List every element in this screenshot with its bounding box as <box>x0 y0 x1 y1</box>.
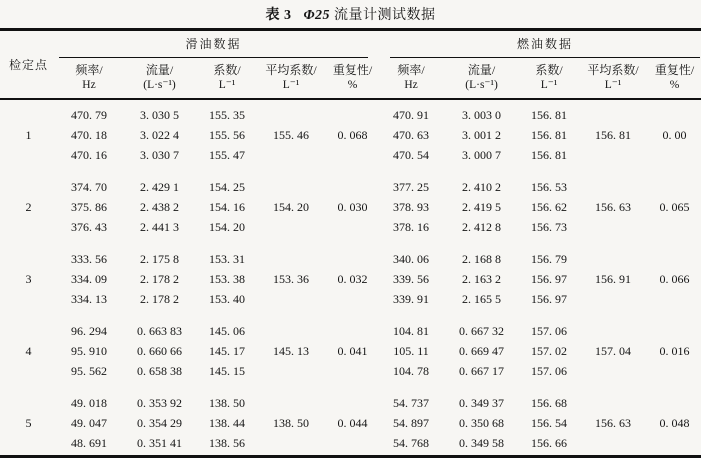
cell-checkpoint <box>0 164 57 196</box>
cell-oil-avg: 145. 13 <box>273 344 309 358</box>
table-row <box>0 412 701 432</box>
cell-oil-freq: 49. 047 <box>71 416 107 430</box>
table-row <box>0 164 701 196</box>
cell-oil-flow: 2. 178 2 <box>140 292 179 306</box>
cell-fuel-coef: 156. 81 <box>531 128 568 142</box>
cell-fuel-freq: 378. 16 <box>393 220 430 234</box>
table-row <box>0 432 701 457</box>
cell-oil-flow: 3. 030 7 <box>140 148 179 162</box>
cell-fuel-avg <box>578 380 648 412</box>
cell-fuel-avg <box>578 236 648 268</box>
cell-oil-coef: 153. 40 <box>209 292 245 306</box>
cell-fuel-rep <box>648 236 701 268</box>
column-header-line2: Hz <box>404 79 418 91</box>
cell-oil-rep <box>326 164 379 196</box>
cell-oil-flow: 0. 354 29 <box>137 416 182 430</box>
table-caption <box>0 5 701 27</box>
cell-oil-avg <box>256 288 326 308</box>
column-header-line1: 频率/ <box>75 63 103 77</box>
group-header-fuel-label: 燃油数据 <box>390 35 700 58</box>
cell-fuel-rep <box>648 360 701 380</box>
cell-checkpoint: 3 <box>25 272 32 286</box>
cell-fuel-avg <box>578 308 648 340</box>
table-row <box>0 124 701 144</box>
cell-fuel-rep <box>648 144 701 164</box>
cell-fuel-flow: 2. 419 5 <box>462 200 502 214</box>
table-number: 表 3 <box>265 8 292 23</box>
cell-oil-freq: 375. 86 <box>71 200 107 214</box>
cell-oil-freq: 470. 79 <box>71 108 107 122</box>
cell-oil-freq: 48. 691 <box>71 436 107 450</box>
cell-oil-freq: 333. 56 <box>71 252 107 266</box>
cell-fuel-freq: 54. 737 <box>393 396 430 410</box>
cell-oil-rep: 0. 041 <box>337 344 368 358</box>
cell-oil-avg: 154. 20 <box>273 200 309 214</box>
cell-oil-flow: 2. 441 3 <box>140 220 179 234</box>
cell-fuel-rep: 0. 016 <box>659 344 690 358</box>
cell-oil-coef: 154. 25 <box>209 180 245 194</box>
cell-oil-freq: 374. 70 <box>71 180 107 194</box>
column-header-fuel-flow <box>443 58 520 99</box>
cell-oil-freq: 95. 562 <box>71 364 107 378</box>
cell-fuel-coef: 157. 06 <box>531 324 568 338</box>
cell-fuel-freq: 470. 54 <box>393 148 430 162</box>
checkpoint-column-header: 检定点 <box>0 30 57 100</box>
column-header-line2: L⁻¹ <box>540 79 558 91</box>
cell-fuel-coef: 156. 62 <box>531 200 568 214</box>
cell-fuel-rep: 0. 066 <box>659 272 690 286</box>
column-header-line1: 重复性/ <box>654 63 695 77</box>
cell-fuel-coef: 156. 81 <box>531 108 568 122</box>
table-row <box>0 144 701 164</box>
column-header-line1: 系数/ <box>535 63 563 77</box>
cell-fuel-freq: 104. 81 <box>393 324 430 338</box>
cell-fuel-flow: 0. 669 47 <box>459 344 505 358</box>
cell-checkpoint: 2 <box>25 200 32 214</box>
cell-oil-rep: 0. 068 <box>337 128 368 142</box>
cell-oil-avg <box>256 99 326 124</box>
cell-fuel-avg <box>578 360 648 380</box>
cell-fuel-avg <box>578 432 648 457</box>
cell-fuel-rep <box>648 308 701 340</box>
cell-fuel-freq: 340. 06 <box>393 252 430 266</box>
cell-fuel-rep <box>648 380 701 412</box>
column-header-line1: 流量/ <box>145 63 174 77</box>
column-header-oil-repeatability <box>326 58 379 99</box>
table-row <box>0 216 701 236</box>
cell-fuel-rep <box>648 164 701 196</box>
cell-oil-rep <box>326 216 379 236</box>
cell-oil-flow: 0. 351 41 <box>137 436 182 450</box>
column-header-line2: L⁻¹ <box>218 79 236 91</box>
cell-fuel-avg: 156. 63 <box>595 200 632 214</box>
cell-fuel-freq: 339. 91 <box>393 292 430 306</box>
cell-fuel-rep <box>648 99 701 124</box>
group-header-oil-label: 滑油数据 <box>59 35 368 58</box>
cell-fuel-freq: 377. 25 <box>393 180 430 194</box>
cell-fuel-rep: 0. 048 <box>659 416 690 430</box>
cell-fuel-avg <box>578 216 648 236</box>
cell-fuel-coef: 156. 53 <box>531 180 568 194</box>
cell-oil-freq: 334. 13 <box>71 292 107 306</box>
data-table <box>0 28 701 458</box>
cell-checkpoint <box>0 380 57 412</box>
cell-fuel-freq: 470. 63 <box>393 128 430 142</box>
cell-fuel-rep <box>648 432 701 457</box>
column-header-line1: 流量/ <box>467 63 496 77</box>
cell-oil-rep <box>326 360 379 380</box>
cell-fuel-coef: 156. 68 <box>531 396 568 410</box>
cell-oil-flow: 2. 175 8 <box>140 252 179 266</box>
cell-fuel-flow: 3. 000 7 <box>462 148 502 162</box>
cell-oil-rep <box>326 236 379 268</box>
cell-fuel-avg: 157. 04 <box>595 344 632 358</box>
cell-checkpoint <box>0 99 57 124</box>
cell-fuel-freq: 104. 78 <box>393 364 430 378</box>
cell-oil-avg: 153. 36 <box>273 272 309 286</box>
cell-oil-rep <box>326 288 379 308</box>
cell-checkpoint <box>0 288 57 308</box>
cell-fuel-avg <box>578 144 648 164</box>
cell-oil-rep <box>326 432 379 457</box>
table-row <box>0 196 701 216</box>
cell-fuel-coef: 156. 81 <box>531 148 568 162</box>
cell-fuel-flow: 3. 001 2 <box>462 128 502 142</box>
group-header-oil <box>57 30 379 59</box>
cell-oil-flow: 3. 030 5 <box>140 108 179 122</box>
cell-checkpoint: 4 <box>25 344 32 358</box>
cell-oil-rep <box>326 308 379 340</box>
cell-checkpoint <box>0 360 57 380</box>
cell-oil-avg <box>256 432 326 457</box>
cell-oil-coef: 145. 06 <box>209 324 245 338</box>
column-header-oil-coefficient <box>198 58 256 99</box>
cell-checkpoint: 1 <box>25 128 32 142</box>
cell-fuel-coef: 157. 02 <box>531 344 568 358</box>
column-header-fuel-coefficient <box>520 58 578 99</box>
cell-oil-rep: 0. 032 <box>337 272 368 286</box>
column-header-line2: % <box>347 79 358 91</box>
table-row <box>0 360 701 380</box>
cell-fuel-rep: 0. 00 <box>662 128 687 142</box>
column-header-fuel-repeatability <box>648 58 701 99</box>
table-row <box>0 99 701 124</box>
column-header-line2: % <box>669 79 680 91</box>
cell-fuel-freq: 378. 93 <box>393 200 430 214</box>
cell-oil-coef: 138. 56 <box>209 436 245 450</box>
cell-oil-freq: 49. 018 <box>71 396 107 410</box>
table-row <box>0 268 701 288</box>
cell-oil-coef: 154. 20 <box>209 220 245 234</box>
cell-oil-flow: 0. 353 92 <box>137 396 182 410</box>
cell-fuel-coef: 156. 97 <box>531 292 568 306</box>
cell-fuel-flow: 2. 168 8 <box>462 252 502 266</box>
cell-checkpoint <box>0 308 57 340</box>
cell-checkpoint <box>0 236 57 268</box>
column-header-fuel-frequency <box>379 58 443 99</box>
column-header-line2: (L·s⁻¹) <box>465 79 498 91</box>
group-header-row <box>0 30 701 59</box>
cell-oil-flow: 0. 663 83 <box>137 324 182 338</box>
cell-oil-freq: 334. 09 <box>71 272 107 286</box>
table-header <box>0 30 701 100</box>
cell-oil-flow: 2. 429 1 <box>140 180 179 194</box>
cell-oil-avg: 138. 50 <box>273 416 309 430</box>
cell-fuel-avg <box>578 288 648 308</box>
cell-fuel-avg <box>578 99 648 124</box>
cell-fuel-rep <box>648 216 701 236</box>
cell-fuel-flow: 0. 667 32 <box>459 324 505 338</box>
cell-fuel-flow: 0. 349 37 <box>459 396 505 410</box>
group-header-fuel <box>379 30 701 59</box>
cell-oil-avg <box>256 216 326 236</box>
cell-fuel-avg: 156. 91 <box>595 272 632 286</box>
table-caption-text: 流量计测试数据 <box>334 8 436 23</box>
cell-oil-freq: 470. 16 <box>71 148 107 162</box>
cell-oil-coef: 155. 35 <box>209 108 245 122</box>
column-header-line1: 平均系数/ <box>587 63 639 77</box>
cell-oil-avg <box>256 236 326 268</box>
cell-oil-freq: 95. 910 <box>71 344 107 358</box>
cell-fuel-flow: 2. 163 2 <box>462 272 502 286</box>
column-header-line2: L⁻¹ <box>282 79 300 91</box>
cell-oil-flow: 0. 658 38 <box>137 364 182 378</box>
cell-fuel-rep: 0. 065 <box>659 200 690 214</box>
cell-fuel-avg: 156. 63 <box>595 416 632 430</box>
cell-checkpoint <box>0 216 57 236</box>
cell-fuel-flow: 2. 412 8 <box>462 220 502 234</box>
cell-oil-avg <box>256 308 326 340</box>
cell-fuel-coef: 156. 79 <box>531 252 568 266</box>
cell-oil-avg <box>256 380 326 412</box>
cell-oil-freq: 470. 18 <box>71 128 107 142</box>
cell-oil-avg <box>256 360 326 380</box>
table-row <box>0 288 701 308</box>
column-header-line2: L⁻¹ <box>604 79 622 91</box>
cell-oil-coef: 138. 50 <box>209 396 245 410</box>
cell-oil-coef: 155. 56 <box>209 128 245 142</box>
cell-fuel-avg <box>578 164 648 196</box>
cell-oil-rep <box>326 99 379 124</box>
cell-oil-flow: 2. 178 2 <box>140 272 179 286</box>
column-header-line2: (L·s⁻¹) <box>143 79 176 91</box>
table-body <box>0 99 701 457</box>
cell-checkpoint: 5 <box>25 416 32 430</box>
column-header-line1: 频率/ <box>397 63 425 77</box>
cell-oil-avg <box>256 164 326 196</box>
cell-fuel-freq: 470. 91 <box>393 108 430 122</box>
cell-fuel-rep <box>648 288 701 308</box>
table-row <box>0 308 701 340</box>
cell-oil-flow: 0. 660 66 <box>137 344 182 358</box>
cell-oil-coef: 153. 38 <box>209 272 245 286</box>
subheader-row <box>0 58 701 99</box>
column-header-line1: 重复性/ <box>332 63 373 77</box>
cell-fuel-coef: 156. 54 <box>531 416 568 430</box>
column-header-line1: 平均系数/ <box>265 63 317 77</box>
cell-fuel-freq: 339. 56 <box>393 272 430 286</box>
cell-fuel-coef: 156. 97 <box>531 272 568 286</box>
cell-fuel-coef: 156. 66 <box>531 436 568 450</box>
cell-fuel-freq: 105. 11 <box>393 344 429 358</box>
cell-oil-coef: 155. 47 <box>209 148 245 162</box>
cell-oil-freq: 376. 43 <box>71 220 107 234</box>
cell-fuel-coef: 157. 06 <box>531 364 568 378</box>
cell-fuel-avg: 156. 81 <box>595 128 632 142</box>
column-header-oil-avg-coefficient <box>256 58 326 99</box>
cell-fuel-flow: 0. 667 17 <box>459 364 505 378</box>
cell-oil-flow: 3. 022 4 <box>140 128 179 142</box>
cell-checkpoint <box>0 432 57 457</box>
cell-oil-rep: 0. 030 <box>337 200 368 214</box>
cell-fuel-flow: 3. 003 0 <box>462 108 502 122</box>
cell-oil-flow: 2. 438 2 <box>140 200 179 214</box>
column-header-line2: Hz <box>82 79 96 91</box>
table-symbol: Φ25 <box>303 8 331 23</box>
cell-oil-coef: 154. 16 <box>209 200 245 214</box>
table-row <box>0 380 701 412</box>
cell-fuel-freq: 54. 897 <box>393 416 430 430</box>
column-header-oil-flow <box>121 58 198 99</box>
table-row <box>0 340 701 360</box>
cell-oil-coef: 153. 31 <box>209 252 245 266</box>
cell-oil-coef: 145. 17 <box>209 344 245 358</box>
cell-fuel-flow: 0. 349 58 <box>459 436 505 450</box>
column-header-oil-frequency <box>57 58 121 99</box>
cell-oil-rep <box>326 144 379 164</box>
cell-oil-avg <box>256 144 326 164</box>
cell-oil-coef: 145. 15 <box>209 364 245 378</box>
cell-oil-freq: 96. 294 <box>71 324 107 338</box>
cell-fuel-flow: 0. 350 68 <box>459 416 505 430</box>
cell-fuel-flow: 2. 165 5 <box>462 292 502 306</box>
cell-oil-coef: 138. 44 <box>209 416 245 430</box>
cell-oil-rep <box>326 380 379 412</box>
cell-checkpoint <box>0 144 57 164</box>
cell-fuel-coef: 156. 73 <box>531 220 568 234</box>
column-header-fuel-avg-coefficient <box>578 58 648 99</box>
cell-fuel-freq: 54. 768 <box>393 436 430 450</box>
column-header-line1: 系数/ <box>213 63 241 77</box>
table-row <box>0 236 701 268</box>
cell-fuel-flow: 2. 410 2 <box>462 180 502 194</box>
cell-oil-avg: 155. 46 <box>273 128 309 142</box>
cell-oil-rep: 0. 044 <box>337 416 368 430</box>
